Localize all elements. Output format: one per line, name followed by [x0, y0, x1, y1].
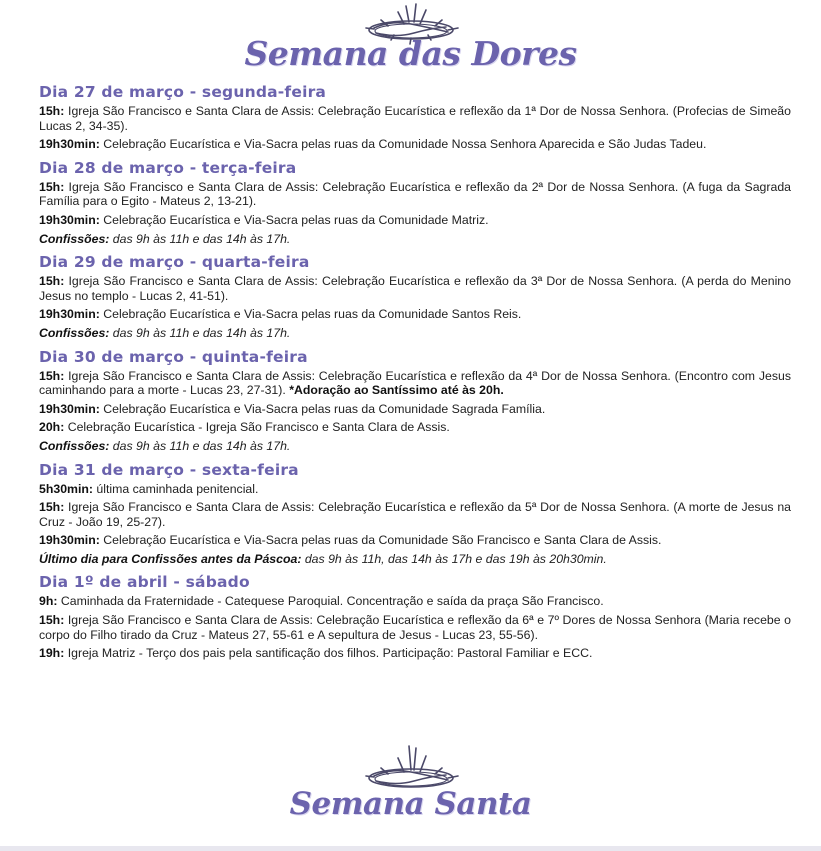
entry-text: das 9h às 11h e das 14h às 17h. — [109, 231, 291, 246]
day-section — [39, 158, 791, 246]
schedule-entry — [39, 500, 791, 529]
entry-time: 19h30min: — [39, 401, 100, 416]
entry-time: 20h: — [39, 420, 65, 435]
entry-time: 15h: — [39, 368, 65, 383]
schedule-entry — [39, 646, 791, 661]
schedule-entry — [39, 104, 791, 133]
schedule-entry — [39, 533, 791, 548]
entry-text: das 9h às 11h, das 14h às 17h e das 19h às 20h30min. — [301, 551, 607, 566]
entry-time: 19h: — [39, 646, 65, 661]
entry-text: Igreja São Francisco e Santa Clara de Assis: Celebração Eucarística e reflexão da 6ª e 7º Dores de Nossa Senhora (Maria recebe o corpo do Filho tirado da Cruz - Mateus 27, 55-61 e A sepultura de Jesus - Lucas 23, 55-56). — [39, 613, 791, 642]
entry-text: Igreja São Francisco e Santa Clara de Assis: Celebração Eucarística e reflexão da 5ª Dor de Nossa Senhora. (A morte de Jesus na Cruz - João 19, 25-27). — [39, 500, 791, 529]
entry-text: Caminhada da Fraternidade - Catequese Paroquial. Concentração e saída da praça São Francisco. — [57, 594, 604, 609]
entry-text: Igreja São Francisco e Santa Clara de Assis: Celebração Eucarística e reflexão da 4ª Dor de Nossa Senhora. (Encontro com Jesus caminhando para a morte - Lucas 23, 27-31). — [39, 368, 791, 398]
footer-logo — [0, 740, 821, 830]
day-title: Dia 29 de março - quarta-feira — [39, 253, 310, 272]
schedule-entry — [39, 137, 791, 152]
entry-time: 19h30min: — [39, 307, 100, 322]
day-title: Dia 28 de março - terça-feira — [39, 158, 297, 177]
entry-text: última caminhada penitencial. — [93, 481, 259, 496]
entry-time: 15h: — [39, 104, 65, 118]
schedule-entry — [39, 213, 791, 228]
entry-highlight: *Adoração ao Santíssimo até às 20h. — [289, 383, 504, 398]
entry-time: 19h30min: — [39, 137, 100, 152]
schedule-entry — [39, 274, 791, 303]
entry-text: Celebração Eucarística e Via-Sacra pelas ruas da Comunidade Santos Reis. — [99, 307, 522, 322]
day-title: Dia 31 de março - sexta-feira — [39, 460, 299, 479]
day-section — [39, 82, 791, 152]
entry-time: 15h: — [39, 274, 65, 289]
entry-text: Celebração Eucarística e Via-Sacra pelas ruas da Comunidade Sagrada Família. — [99, 401, 546, 416]
entry-text: Celebração Eucarística e Via-Sacra pelas ruas da Comunidade São Francisco e Santa Clara de Assis. — [99, 533, 662, 548]
schedule-entry — [39, 482, 791, 497]
entry-text: Igreja São Francisco e Santa Clara de Assis: Celebração Eucarística e reflexão da 3ª Dor de Nossa Senhora. (A perda do Menino Jesus no templo - Lucas 2, 41-51). — [39, 274, 791, 303]
entry-time: 15h: — [39, 179, 65, 194]
entry-time: 9h: — [39, 594, 58, 609]
entry-label: Confissões: — [39, 231, 110, 246]
entry-time: 19h30min: — [39, 533, 100, 548]
entry-text: Igreja Matriz - Terço dos pais pela santificação dos filhos. Participação: Pastoral Familiar e ECC. — [64, 646, 593, 661]
day-section — [39, 460, 791, 567]
entry-time: 15h: — [39, 500, 65, 515]
day-section — [39, 347, 791, 454]
header-logo — [0, 0, 821, 76]
entry-text: das 9h às 11h e das 14h às 17h. — [109, 438, 291, 453]
day-section — [39, 252, 791, 340]
entry-text: das 9h às 11h e das 14h às 17h. — [109, 325, 291, 340]
entry-text: Celebração Eucarística e Via-Sacra pelas ruas da Comunidade Matriz. — [99, 212, 489, 227]
schedule-entry — [39, 369, 791, 398]
confession-entry — [39, 439, 791, 454]
bottom-border — [0, 846, 821, 851]
entry-label: Último dia para Confissões antes da Páscoa: — [39, 551, 302, 566]
confession-entry — [39, 552, 791, 567]
entry-text: Celebração Eucarística e Via-Sacra pelas ruas da Comunidade Nossa Senhora Aparecida e São Judas Tadeu. — [99, 137, 707, 152]
header-title: Semana das Dores — [244, 34, 577, 73]
schedule-entry — [39, 180, 791, 209]
day-section — [39, 572, 791, 660]
entry-text: Igreja São Francisco e Santa Clara de Assis: Celebração Eucarística e reflexão da 2ª Dor de Nossa Senhora. (A fuga da Sagrada Família para o Egito - Mateus 2, 13-21). — [39, 179, 791, 209]
entry-time: 19h30min: — [39, 212, 100, 227]
day-title: Dia 1º de abril - sábado — [39, 573, 250, 592]
entry-label: Confissões: — [39, 438, 110, 453]
day-title: Dia 27 de março - segunda-feira — [39, 83, 327, 101]
schedule — [39, 82, 791, 667]
confession-entry — [39, 326, 791, 341]
schedule-entry — [39, 420, 791, 435]
schedule-entry — [39, 613, 791, 642]
entry-text: Igreja São Francisco e Santa Clara de Assis: Celebração Eucarística e reflexão da 1ª Dor de Nossa Senhora. (Profecias de Simeão Lucas 2, 34-35). — [39, 104, 791, 133]
schedule-entry — [39, 307, 791, 322]
schedule-entry — [39, 594, 791, 609]
day-title: Dia 30 de março - quinta-feira — [39, 347, 308, 366]
entry-label: Confissões: — [39, 325, 110, 340]
entry-time: 15h: — [39, 613, 65, 628]
entry-text: Celebração Eucarística - Igreja São Francisco e Santa Clara de Assis. — [64, 420, 450, 435]
entry-time: 5h30min: — [39, 481, 93, 496]
footer-title: Semana Santa — [289, 786, 532, 822]
schedule-entry — [39, 402, 791, 417]
confession-entry — [39, 232, 791, 247]
